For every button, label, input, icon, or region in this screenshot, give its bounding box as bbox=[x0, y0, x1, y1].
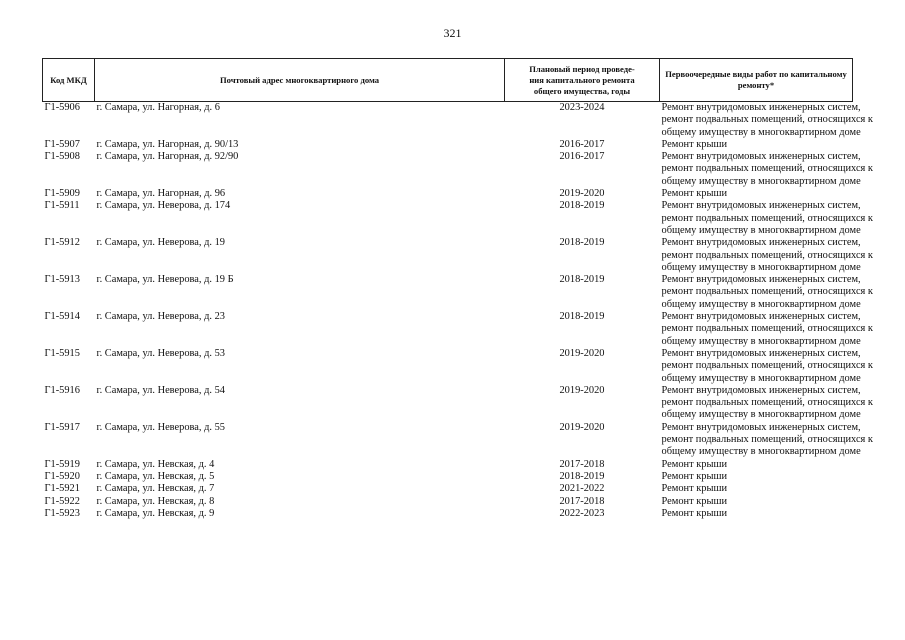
table-row bbox=[43, 139, 853, 151]
cell-works bbox=[660, 384, 873, 422]
cell-code: Г1-5919 bbox=[44, 458, 80, 470]
work-line: общему имуществу в многоквартирном доме bbox=[661, 298, 861, 310]
header-code: Код МКД bbox=[43, 59, 95, 102]
cell-period: 2019-2020 bbox=[559, 347, 605, 359]
cell-address: г. Самара, ул. Невская, д. 9 bbox=[96, 507, 215, 519]
table-row bbox=[43, 483, 853, 495]
cell-address: г. Самара, ул. Неверова, д. 174 bbox=[96, 200, 231, 212]
cell-address: г. Самара, ул. Неверова, д. 53 bbox=[96, 347, 225, 359]
cell-address: г. Самара, ул. Неверова, д. 54 bbox=[96, 384, 225, 396]
work-line: Ремонт крыши bbox=[661, 138, 728, 150]
work-line: Ремонт крыши bbox=[661, 470, 728, 482]
cell-works bbox=[660, 200, 873, 237]
table-row bbox=[43, 348, 853, 385]
cell-period: 2021-2022 bbox=[559, 483, 605, 495]
table-row bbox=[43, 422, 853, 459]
cell-works bbox=[660, 311, 873, 348]
work-line: общему имуществу в многоквартирном доме bbox=[661, 175, 861, 187]
cell-code: Г1-5912 bbox=[44, 237, 80, 249]
cell-address: г. Самара, ул. Нагорная, д. 96 bbox=[96, 188, 226, 200]
cell-works bbox=[660, 508, 853, 520]
work-line: общему имуществу в многоквартирном доме bbox=[661, 126, 861, 138]
cell-address: г. Самара, ул. Невская, д. 4 bbox=[96, 458, 215, 470]
cell-code: Г1-5920 bbox=[44, 470, 80, 482]
cell-code: Г1-5916 bbox=[44, 384, 80, 396]
header-period-line: общего имущества, годы bbox=[533, 85, 631, 96]
work-line: Ремонт внутридомовых инженерных систем, bbox=[661, 274, 861, 286]
work-line: Ремонт внутридомовых инженерных систем, bbox=[661, 151, 861, 163]
header-address: Почтовый адрес многоквартирного дома bbox=[95, 59, 505, 102]
cell-period: 2018-2019 bbox=[559, 200, 605, 212]
cell-period: 2022-2023 bbox=[559, 507, 605, 519]
cell-code: Г1-5917 bbox=[44, 421, 80, 433]
work-line: Ремонт внутридомовых инженерных систем, bbox=[661, 102, 861, 113]
cell-code: Г1-5921 bbox=[44, 483, 80, 495]
cell-code: Г1-5908 bbox=[44, 151, 80, 163]
work-line: Ремонт внутридомовых инженерных систем, bbox=[661, 421, 861, 433]
cell-works bbox=[660, 347, 873, 385]
page-number: 321 bbox=[443, 26, 462, 40]
cell-works bbox=[660, 139, 853, 151]
cell-period: 2018-2019 bbox=[559, 470, 605, 482]
cell-period: 2018-2019 bbox=[559, 237, 605, 249]
table-row bbox=[43, 188, 853, 200]
work-line: Ремонт внутридомовых инженерных систем, bbox=[661, 237, 861, 249]
work-line: Ремонт крыши bbox=[661, 188, 728, 200]
work-line: ремонт подвальных помещений, относящихся к bbox=[661, 212, 873, 224]
header-works bbox=[660, 59, 853, 102]
table-row bbox=[43, 151, 853, 188]
cell-address: г. Самара, ул. Невская, д. 8 bbox=[96, 495, 215, 507]
cell-code: Г1-5923 bbox=[44, 507, 80, 519]
table-row bbox=[43, 496, 853, 508]
cell-period: 2023-2024 bbox=[559, 102, 605, 113]
repair-program-table bbox=[42, 58, 873, 520]
cell-code: Г1-5913 bbox=[44, 274, 80, 286]
cell-works bbox=[660, 151, 873, 188]
cell-period: 2019-2020 bbox=[559, 188, 605, 200]
cell-code: Г1-5911 bbox=[44, 200, 80, 212]
work-line: общему имуществу в многоквартирном доме bbox=[661, 261, 861, 273]
header-period-line: ния капитального ремонта bbox=[529, 74, 635, 85]
table-header bbox=[43, 59, 853, 102]
cell-code: Г1-5909 bbox=[44, 188, 80, 200]
cell-address: г. Самара, ул. Невская, д. 7 bbox=[96, 483, 215, 495]
cell-period: 2018-2019 bbox=[559, 311, 605, 323]
work-line: Ремонт внутридомовых инженерных систем, bbox=[661, 347, 861, 359]
work-line: Ремонт внутридомовых инженерных систем, bbox=[661, 311, 861, 323]
cell-period: 2019-2020 bbox=[559, 384, 605, 396]
work-line: Ремонт крыши bbox=[661, 483, 728, 495]
work-line: ремонт подвальных помещений, относящихся к bbox=[661, 286, 873, 298]
cell-period: 2017-2018 bbox=[559, 495, 605, 507]
work-line: ремонт подвальных помещений, относящихся к bbox=[661, 397, 873, 409]
cell-address: г. Самара, ул. Неверова, д. 19 bbox=[96, 237, 225, 249]
cell-works bbox=[660, 459, 853, 471]
work-line: общему имуществу в многоквартирном доме bbox=[661, 335, 861, 347]
work-line: ремонт подвальных помещений, относящихся к bbox=[661, 163, 873, 175]
cell-address: г. Самара, ул. Неверова, д. 23 bbox=[96, 311, 225, 323]
cell-address: г. Самара, ул. Нагорная, д. 6 bbox=[96, 102, 220, 113]
cell-period: 2019-2020 bbox=[559, 421, 605, 433]
table-row bbox=[43, 385, 853, 422]
cell-works bbox=[660, 188, 853, 200]
table-row bbox=[43, 200, 853, 237]
work-line: общему имуществу в многоквартирном доме bbox=[661, 224, 861, 236]
cell-works bbox=[660, 483, 853, 495]
work-line: ремонт подвальных помещений, относящихся к bbox=[661, 114, 873, 126]
work-line: общему имуществу в многоквартирном доме bbox=[661, 372, 861, 384]
work-line: Ремонт крыши bbox=[661, 495, 728, 507]
table-row bbox=[43, 274, 853, 311]
cell-works bbox=[660, 421, 873, 459]
cell-works bbox=[660, 102, 873, 139]
cell-code: Г1-5914 bbox=[44, 311, 80, 323]
cell-code: Г1-5915 bbox=[44, 347, 80, 359]
table-row bbox=[43, 102, 853, 139]
work-line: ремонт подвальных помещений, относящихся к bbox=[661, 323, 873, 335]
table-row bbox=[43, 508, 853, 520]
cell-works bbox=[660, 496, 853, 508]
work-line: ремонт подвальных помещений, относящихся к bbox=[661, 434, 873, 446]
cell-period: 2018-2019 bbox=[559, 274, 605, 286]
table-row bbox=[43, 311, 853, 348]
cell-works bbox=[660, 274, 873, 311]
cell-address: г. Самара, ул. Нагорная, д. 92/90 bbox=[96, 151, 239, 163]
cell-period: 2016-2017 bbox=[559, 138, 605, 150]
cell-code: Г1-5922 bbox=[44, 495, 80, 507]
table-row bbox=[43, 237, 853, 274]
cell-code: Г1-5906 bbox=[44, 102, 80, 113]
header-works-line: ремонту* bbox=[737, 80, 775, 90]
work-line: ремонт подвальных помещений, относящихся к bbox=[661, 249, 873, 261]
table-row bbox=[43, 471, 853, 483]
cell-code: Г1-5907 bbox=[44, 138, 80, 150]
cell-period: 2016-2017 bbox=[559, 151, 605, 163]
work-line: Ремонт крыши bbox=[661, 458, 728, 470]
cell-works bbox=[660, 237, 873, 274]
cell-works bbox=[660, 471, 853, 483]
table-body bbox=[43, 102, 873, 521]
work-line: ремонт подвальных помещений, относящихся к bbox=[661, 360, 873, 372]
cell-address: г. Самара, ул. Нагорная, д. 90/13 bbox=[96, 138, 239, 150]
cell-address: г. Самара, ул. Неверова, д. 55 bbox=[96, 421, 225, 433]
work-line: Ремонт крыши bbox=[661, 507, 728, 519]
table-row bbox=[43, 459, 853, 471]
work-line: Ремонт внутридомовых инженерных систем, bbox=[661, 384, 861, 396]
work-line: общему имуществу в многоквартирном доме bbox=[661, 409, 861, 421]
cell-address: г. Самара, ул. Невская, д. 5 bbox=[96, 470, 215, 482]
cell-address: г. Самара, ул. Неверова, д. 19 Б bbox=[96, 274, 234, 286]
header-works-line: Первоочередные виды работ по капитальному bbox=[665, 69, 847, 79]
work-line: общему имуществу в многоквартирном доме bbox=[661, 446, 861, 458]
work-line: Ремонт внутридомовых инженерных систем, bbox=[661, 200, 861, 212]
header-period bbox=[505, 59, 660, 102]
header-period-line: Плановый период проведе- bbox=[529, 63, 635, 74]
cell-period: 2017-2018 bbox=[559, 458, 605, 470]
